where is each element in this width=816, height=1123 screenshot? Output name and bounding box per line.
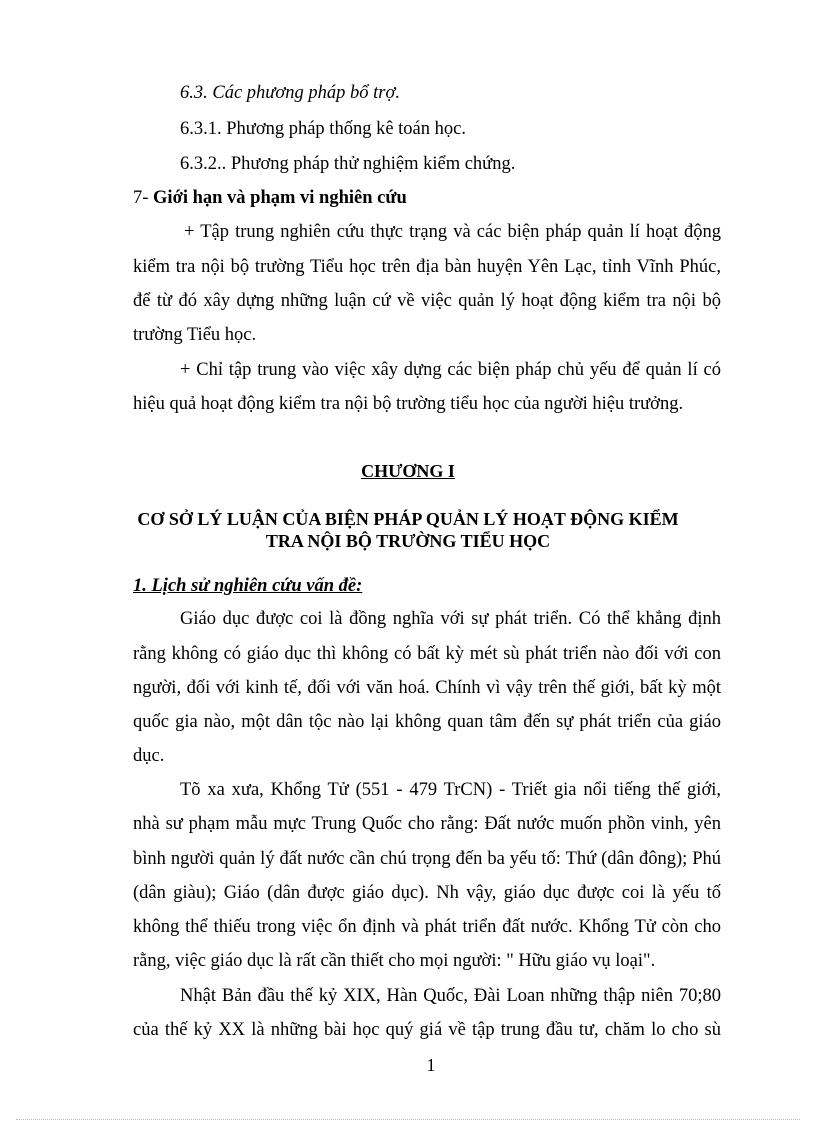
- section-7-title: Giới hạn và phạm vi nghiên cứu: [153, 188, 407, 208]
- section-7-number: 7-: [133, 188, 154, 208]
- section-1-p2-line-4: (dân giàu); Giáo (dân được giáo dục). Nh vậy, giáo dục được coi là yếu tố: [133, 883, 721, 903]
- item-6-3-1: 6.3.1. Phương pháp thống kê toán học.: [180, 119, 466, 139]
- section-7-heading: [133, 187, 407, 209]
- item-6-3-2: 6.3.2.. Phương pháp thử nghiệm kiểm chứng.: [180, 154, 516, 174]
- subsection-6-3-heading: 6.3. Các phương pháp bổ trợ.: [180, 83, 400, 103]
- section-1-p2-line-3: bình người quản lý đất nước cần chú trọng đến ba yếu tố: Thứ (dân đông); Phú: [133, 849, 721, 869]
- section-1-p2-line-1: Tõ xa xưa, Khổng Tử (551 - 479 TrCN) - Triết gia nổi tiếng thế giới,: [180, 780, 721, 800]
- section-7-p1-line-4: trường Tiểu học.: [133, 325, 257, 345]
- section-1-p1-line-4: quốc gia nào, một dân tộc nào lại không quan tâm đến sự phát triển của giáo: [133, 712, 721, 732]
- section-1-p3-line-1: Nhật Bản đầu thế kỷ XIX, Hàn Quốc, Đài Loan những thập niên 70;80: [180, 986, 721, 1006]
- page-number: 1: [426, 1055, 436, 1075]
- section-1-p2-line-6: rằng, việc giáo dục là rất cần thiết cho mọi người: " Hữu giáo vụ loại".: [133, 951, 656, 971]
- page-bottom-divider: [16, 1119, 800, 1120]
- chapter-label: CHƯƠNG I: [361, 461, 455, 481]
- section-1-p1-line-2: rằng không có giáo dục thì không có bất kỳ mét sù phát triển nào đối với con: [133, 644, 721, 664]
- section-7-p2-line-1: + Chỉ tập trung vào việc xây dựng các biện pháp chủ yếu để quản lí có: [180, 360, 721, 380]
- chapter-title-line-1: CƠ SỞ LÝ LUẬN CỦA BIỆN PHÁP QUẢN LÝ HOẠT ĐỘNG KIỂM: [137, 509, 679, 529]
- section-1-p1-line-5: dục.: [133, 746, 165, 766]
- section-7-p1-line-1: + Tập trung nghiên cứu thực trạng và các biện pháp quản lí hoạt động: [184, 222, 721, 242]
- section-7-p2-line-2: hiệu quả hoạt động kiểm tra nội bộ trường tiểu học của người hiệu trưởng.: [133, 394, 684, 414]
- section-1-p3-line-2: của thế kỷ XX là những bài học quý giá về tập trung đầu tư, chăm lo cho sù: [133, 1020, 721, 1040]
- section-1-p1-line-1: Giáo dục được coi là đồng nghĩa với sự phát triển. Có thể khẳng định: [180, 609, 721, 629]
- section-1-p2-line-5: không thể thiếu trong việc ổn định và phát triển đất nước. Khổng Tử còn cho: [133, 917, 721, 937]
- section-1-heading: 1. Lịch sử nghiên cứu vấn đề:: [133, 576, 363, 596]
- section-7-p1-line-2: kiểm tra nội bộ trường Tiểu học trên địa bàn huyện Yên Lạc, tỉnh Vĩnh Phúc,: [133, 257, 721, 277]
- chapter-title-line-2: TRA NỘI BỘ TRƯỜNG TIỂU HỌC: [265, 531, 551, 551]
- section-7-p1-line-3: để từ đó xây dựng những luận cứ về việc quản lý hoạt động kiểm tra nội bộ: [133, 291, 721, 311]
- section-1-p2-line-2: nhà sư phạm mẫu mực Trung Quốc cho rằng: Đất nước muốn phồn vinh, yên: [133, 814, 721, 834]
- section-1-p1-line-3: người, đối với kinh tế, đối với văn hoá. Chính vì vậy trên thế giới, bất kỳ một: [133, 678, 721, 698]
